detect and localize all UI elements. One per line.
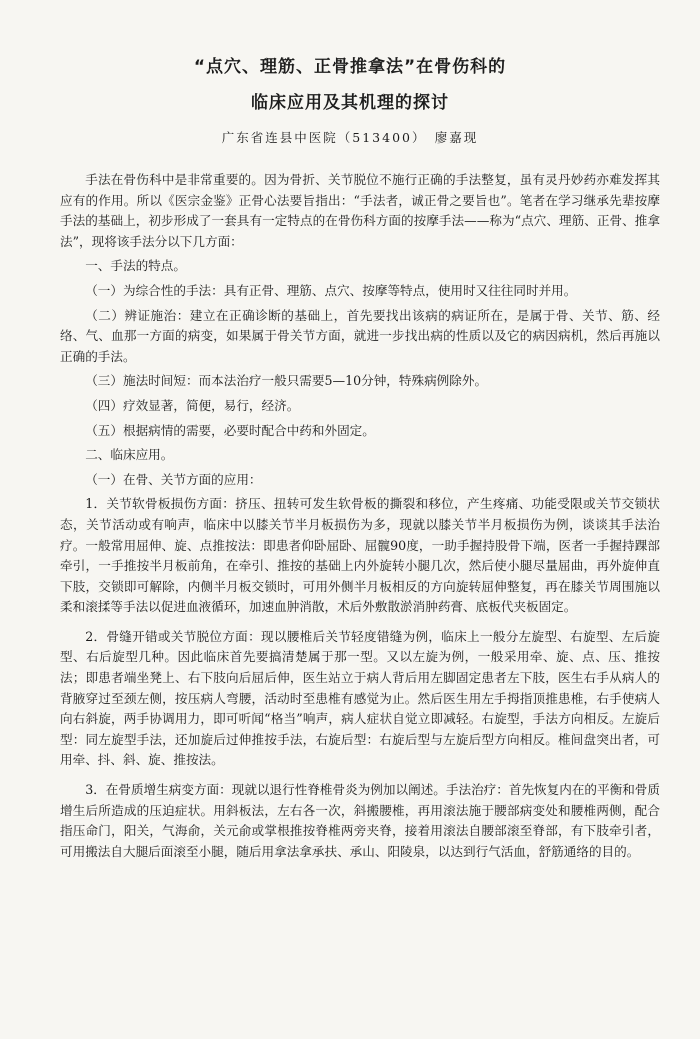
subsection-heading: （一）在骨、关节方面的应用： (85, 471, 262, 487)
author-byline: 广东省连县中医院（513400） 廖嘉现 (221, 130, 479, 145)
article-body (60, 170, 660, 862)
paragraph-feature-4: （四）疗效显著，简便，易行，经济。 (85, 397, 300, 413)
section-heading-2: 二、临床应用。 (85, 447, 174, 463)
paragraph-intro: 手法在骨伤科中是非常重要的。因为骨折、关节脱位不施行正确的手法整复，虽有灵丹妙药亦难发挥其应有的作用。所以《医宗金鉴》正骨心法要旨指出：“手法者，诚正骨之要旨也”。笔者在学习继承先辈按摩手法的基础上，初步形成了一套具有一定特点的在骨伤科方面的按摩手法——称为“点穴、理筋、正骨、推拿法”，现将该手法分以下几方面： (60, 172, 660, 249)
paragraph-item-2: 2．骨缝开错或关节脱位方面：现以腰椎后关节轻度错缝为例，临床上一般分左旋型、右旋型、左后旋型、右后旋型几种。因此临床首先要搞清楚属于那一型。又以左旋为例，一般采用牵、旋、点、压、推按法；即患者端坐凳上、右下肢向后屈后伸，医生站立于病人背后用左脚固定患者左下肢，医生右手从病人的背腋穿过至颈左侧，按压病人弯腰，活动时至患椎有感觉为止。然后医生用左手拇指顶推患椎，右手使病人向右斜旋，两手协调用力，即可听闻“格当”响声，病人症状自觉立即减轻。右旋型，手法方向相反。左旋后型：同左旋型手法，还加旋后过伸推按手法，右旋后型：右旋后型与左旋后型方向相反。椎间盘突出者，可用牵、抖、斜、旋、推按法。 (60, 628, 660, 768)
paragraph-item-3: 3．在骨质增生病变方面：现就以退行性脊椎骨炎为例加以阐述。手法治疗：首先恢复内在的平衡和骨质增生后所造成的压迫症状。用斜板法，左右各一次，斜搬腰椎，再用滚法施于腰部病变处和腰椎两侧，配合指压命门，阳关，气海俞，关元俞或掌根推按脊椎两旁夹脊，接着用滚法自腰部滚至脊部，有下肢牵引者，可用搬法自大腿后面滚至小腿，随后用拿法拿承扶、承山、阳陵泉，以达到行气活血，舒筋通络的目的。 (60, 782, 660, 859)
paragraph-feature-2: （二）辨证施治：建立在正确诊断的基础上，首先要找出该病的病证所在，是属于骨、关节、筋、经络、气、血那一方面的病变，如果属于骨关节方面，就进一步找出病的性质以及它的病因病机，然后再施以正确的手法。 (60, 307, 660, 364)
paragraph-feature-1: （一）为综合性的手法：具有正骨、理筋、点穴、按摩等特点，使用时又往往同时并用。 (85, 282, 577, 298)
paragraph-item-1: 1．关节软骨板损伤方面：挤压、扭转可发生软骨板的撕裂和移位，产生疼痛、功能受限或关节交锁状态，关节活动或有响声，临床中以膝关节半月板损伤为多，现就以膝关节半月板损伤为例，谈谈其手法治疗。一般常用屈伸、旋、点推按法：即患者仰卧屈卧、屈髋90度，一助手握持股骨下端，医者一手握持踝部牵引，一手推按半月板前角，在牵引、推按的基础上内外旋转小腿几次，然后使小腿尽量屈曲，再外旋伸直下肢，交锁即可解除，内侧半月板交锁时，可用外侧半月板相反的方向旋转屈伸整复，再在膝关节周围施以柔和滚揉等手法以促进血液循环，加速血肿消散，术后外敷散淤消肿药膏、底板代夹板固定。 (60, 496, 660, 615)
section-heading-1: 一、手法的特点。 (85, 258, 186, 274)
title-line-2: 临床应用及其机理的探讨 (251, 93, 449, 113)
paragraph-feature-5: （五）根据病情的需要，必要时配合中药和外固定。 (85, 422, 375, 438)
title-line-1: “点穴、理筋、正骨推拿法”在骨伤科的 (193, 57, 507, 77)
paragraph-feature-3: （三）施法时间短：而本法治疗一般只需要5—10分钟，特殊病例除外。 (85, 373, 488, 389)
